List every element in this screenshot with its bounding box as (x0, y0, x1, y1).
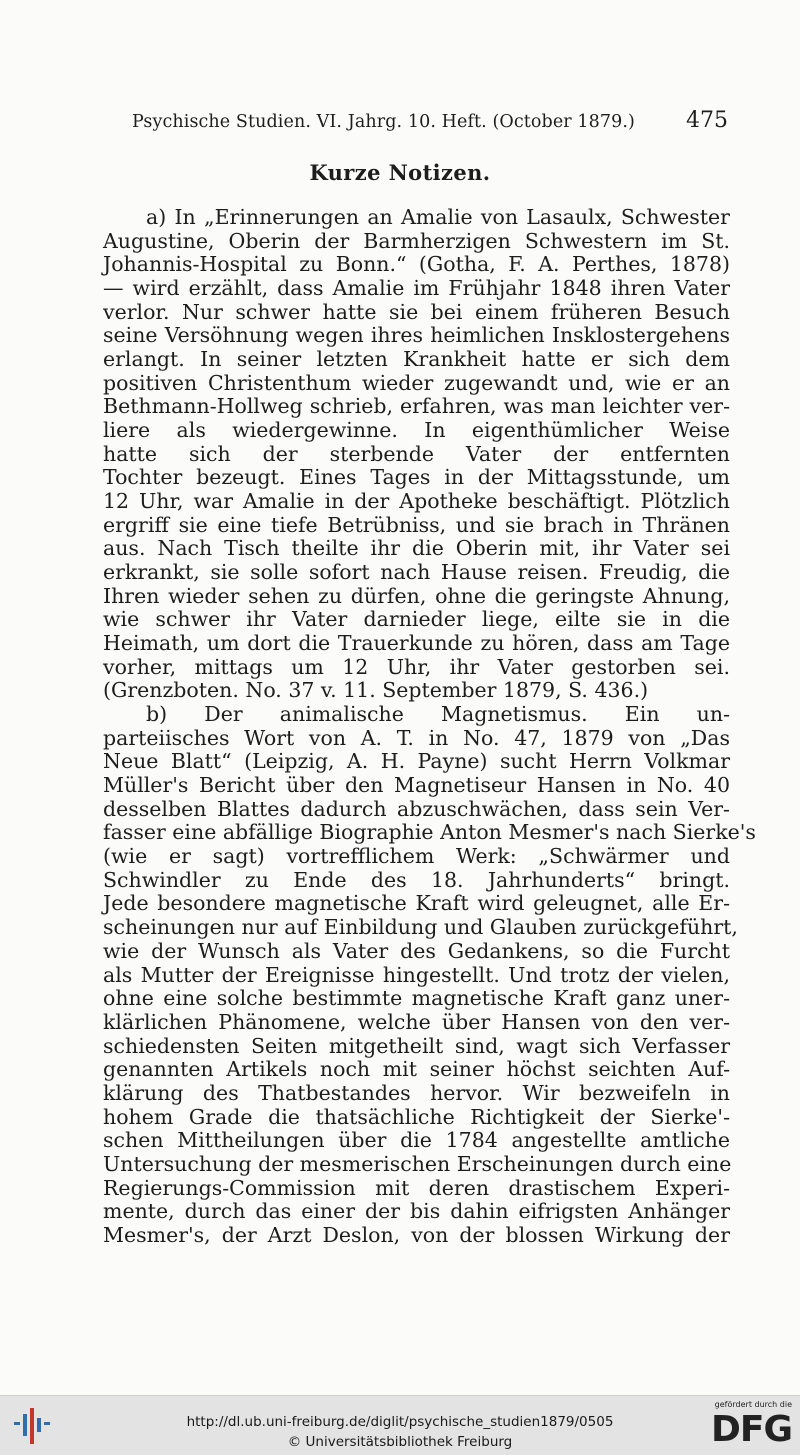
text-line: genannten Artikels noch mit seiner höchst seichten Auf- (103, 1057, 730, 1082)
text-line: Mesmer's, der Arzt Deslon, von der blossen Wirkung der (103, 1222, 730, 1247)
text-line: ohne eine solche bestimmte magnetische Kraft ganz uner- (103, 986, 730, 1011)
text-line: wie schwer ihr Vater darnieder liege, eilte sie in die (103, 607, 730, 632)
text-line: schen Mittheilungen über die 1784 angestellte amtliche (103, 1128, 730, 1153)
text-line: positiven Christenthum wieder zugewandt und, wie er an (103, 370, 730, 395)
text-line: scheinungen nur auf Einbildung und Glauben zurückgeführt, (103, 915, 738, 940)
text-line: erlangt. In seiner letzten Krankheit hatte er sich dem (103, 347, 730, 372)
text-line: Johannis-Hospital zu Bonn.“ (Gotha, F. A. Perthes, 1878) (103, 252, 730, 277)
text-line: a) In „Erinnerungen an Amalie von Lasaulx, Schwester (146, 205, 730, 229)
text-line: Bethmann-Hollweg schrieb, erfahren, was man leichter ver- (103, 394, 730, 419)
text-line: hatte sich der sterbende Vater der entfernten (103, 441, 730, 466)
text-line: verlor. Nur schwer hatte sie bei einem früheren Besuch (103, 299, 730, 324)
text-line: desselben Blattes dadurch abzuschwächen, dass sein Ver- (103, 796, 730, 821)
text-line: vorher, mittags um 12 Uhr, ihr Vater gestorben sei. (103, 654, 730, 679)
dfg-logo (706, 1400, 792, 1452)
page-number: 475 (686, 108, 728, 133)
dfg-tagline: gefördert durch die (714, 1400, 792, 1409)
text-line: Tochter bezeugt. Eines Tages in der Mittagsstunde, um (103, 465, 730, 490)
text-line: Ihren wieder sehen zu dürfen, ohne die geringste Ahnung, (103, 583, 730, 608)
text-line: — wird erzählt, dass Amalie im Frühjahr 1848 ihren Vater (103, 276, 730, 301)
text-line: Regierungs-Commission mit deren drastischem Experi- (103, 1175, 730, 1200)
text-line: Untersuchung der mesmerischen Erscheinungen durch eine (103, 1151, 732, 1176)
text-line: Heimath, um dort die Trauerkunde zu hören, dass am Tage (103, 631, 730, 656)
text-line: als Mutter der Ereignisse hingestellt. Und trotz der vielen, (103, 962, 730, 987)
article-body (103, 205, 756, 1248)
text-line: ergriff sie eine tiefe Betrübniss, und sie brach in Thränen (103, 512, 730, 537)
text-line: klärlichen Phänomene, welche über Hansen von den ver- (103, 1009, 730, 1034)
text-line: (Grenzboten. No. 37 v. 11. September 1879, S. 436.) (103, 678, 649, 703)
text-line: klärung des Thatbestandes hervor. Wir bezweifeln in (103, 1080, 730, 1105)
text-line: 12 Uhr, war Amalie in der Apotheke beschäftigt. Plötzlich (103, 489, 730, 514)
footer-bar (0, 1395, 800, 1455)
text-line: (wie er sagt) vortrefflichem Werk: „Schwärmer und (103, 844, 730, 869)
running-header (132, 108, 728, 138)
text-line: Jede besondere magnetische Kraft wird geleugnet, alle Er- (103, 891, 730, 916)
source-url[interactable]: http://dl.ub.uni-freiburg.de/diglit/psychische_studien1879/0505 (186, 1414, 614, 1430)
running-title: Psychische Studien. VI. Jahrg. 10. Heft. (October 1879.) (132, 112, 635, 132)
text-line: hohem Grade die thatsächliche Richtigkeit der Sierke'- (103, 1104, 730, 1129)
text-line: Neue Blatt“ (Leipzig, A. H. Payne) sucht Herrn Volkmar (103, 749, 730, 774)
text-line: liere als wiedergewinne. In eigenthümlicher Weise (103, 418, 730, 443)
text-line: b) Der animalische Magnetismus. Ein un- (146, 702, 730, 727)
text-line: mente, durch das einer der bis dahin eifrigsten Anhänger (103, 1199, 730, 1224)
text-line: erkrankt, sie solle sofort nach Hause reisen. Freudig, die (103, 560, 730, 585)
text-line: Augustine, Oberin der Barmherzigen Schwestern im St. (103, 228, 730, 253)
text-line: parteiisches Wort von A. T. in No. 47, 1879 von „Das (103, 725, 730, 750)
text-line: aus. Nach Tisch theilte ihr die Oberin mit, ihr Vater sei (103, 536, 730, 561)
dfg-wordmark: DFG (710, 1409, 792, 1450)
text-line: Schwindler zu Ende des 18. Jahrhunderts“ bringt. (103, 867, 730, 892)
text-line: seine Versöhnung wegen ihres heimlichen Insklostergehens (103, 323, 730, 348)
text-line: Müller's Bericht über den Magnetiseur Hansen in No. 40 (103, 773, 730, 798)
text-line: wie der Wunsch als Vater des Gedankens, so die Furcht (103, 938, 730, 963)
text-line: fasser eine abfällige Biographie Anton Mesmer's nach Sierke's (103, 820, 756, 845)
section-title: Kurze Notizen. (309, 160, 491, 185)
copyright-notice: © Universitätsbibliothek Freiburg (287, 1434, 513, 1450)
text-line: schiedensten Seiten mitgetheilt sind, wagt sich Verfasser (103, 1033, 730, 1058)
